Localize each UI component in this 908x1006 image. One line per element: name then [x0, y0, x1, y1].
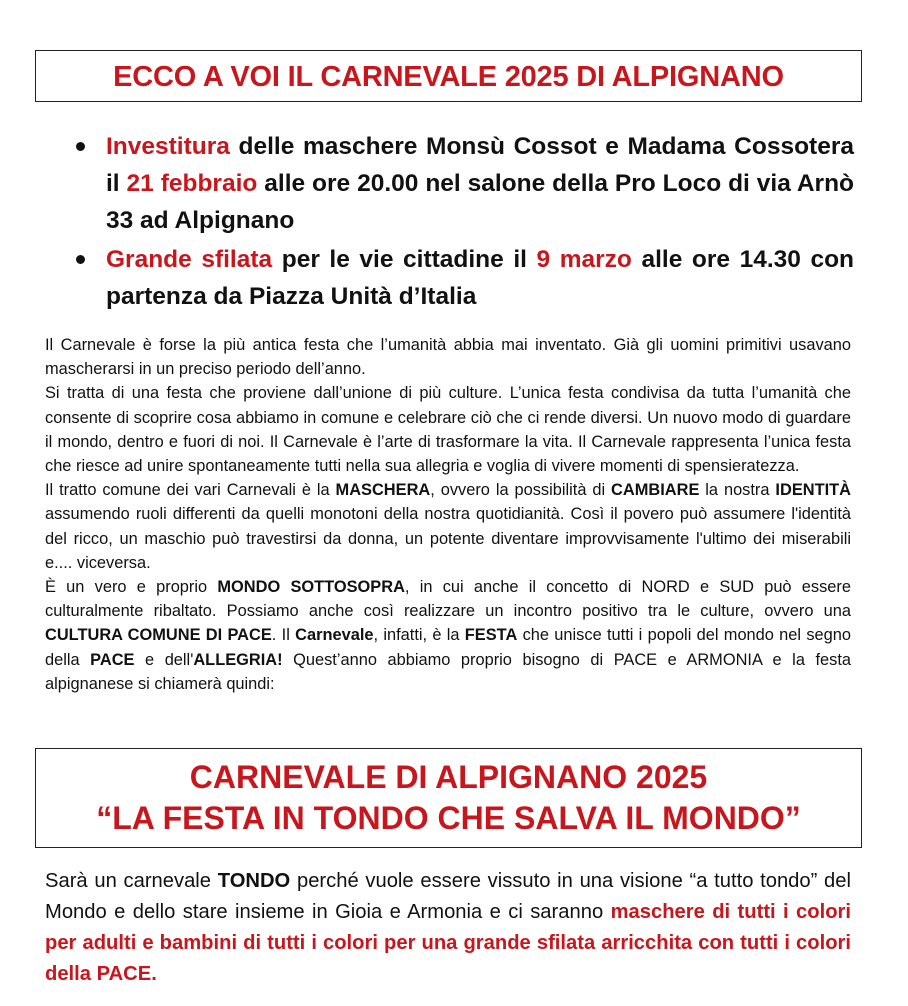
text-run: e dell' [134, 650, 194, 669]
bold-run: IDENTITÀ [775, 481, 851, 500]
text-run: Il tratto comune dei vari Carnevali è la [45, 481, 336, 500]
closing-paragraph [45, 866, 851, 990]
event-text: per le vie cittadine il [272, 246, 537, 273]
paragraph: Si tratta di una festa che proviene dall’unione di più culture. L’unica festa condivisa da tutta l’umanità che consente di scoprire cosa abbiamo in comune e celebrare ciò che ci rende diversi. Un nuovo modo di guardare il mondo, dentro e fuori di noi. Il Carnevale è l’arte di trasformare la vita. Il Carnevale rappresenta l’unica festa che riesce ad unire spontaneamente tutti nella sua allegria e voglia di vivere momenti di spensieratezza. [45, 384, 851, 476]
text-run: che unisce tutti i popoli del mondo nel segno della [45, 626, 851, 669]
text-run: Sarà un carnevale [45, 870, 218, 892]
body-text [45, 333, 851, 696]
bold-run: PACE [90, 650, 135, 669]
bullet-icon [76, 255, 85, 264]
highlight-run: maschere di tutti i colori per adulti e bambini di tutti i colori per una grande sfilata arricchita con tutti i colori della PACE. [45, 901, 851, 985]
bold-run: TONDO [217, 870, 291, 892]
paragraph: Il Carnevale è forse la più antica festa che l’umanità abbia mai inventato. Già gli uomini primitivi usavano mascherarsi in un preciso periodo dell’anno. [45, 336, 851, 379]
paragraph [45, 575, 851, 696]
text-run: , infatti, è la [373, 626, 465, 645]
event-list [64, 128, 854, 317]
text-run: , ovvero la possibilità di [430, 481, 612, 500]
title-box [35, 50, 862, 102]
bold-run: Carnevale [295, 626, 374, 645]
event-highlight: Investitura [106, 133, 230, 160]
festival-motto: “LA FESTA IN TONDO CHE SALVA IL MONDO” [96, 800, 801, 836]
event-date: 9 marzo [536, 246, 632, 273]
paragraph [45, 478, 851, 575]
text-run: Quest’anno abbiamo proprio bisogno di PACE e ARMONIA e la festa alpignanese si chiamerà quindi: [45, 650, 851, 693]
event-text: alle ore 14.30 con partenza da Piazza Unità d’Italia [106, 246, 855, 310]
festival-name-box [35, 748, 862, 848]
bold-run: FESTA [464, 626, 518, 645]
bold-run: CAMBIARE [611, 481, 700, 500]
text-run: , in cui anche il concetto di NORD e SUD può essere culturalmente ribaltato. Possiamo anche così realizzare un incontro positivo tra le culture, ovvero una [45, 578, 851, 621]
event-text: delle maschere Monsù Cossot e Madama Cossotera il [106, 133, 854, 197]
bullet-icon [76, 142, 85, 151]
page-title: ECCO A VOI IL CARNEVALE 2025 DI ALPIGNANO [113, 61, 784, 93]
bold-run: ALLEGRIA! [193, 650, 283, 669]
list-item [64, 241, 854, 315]
text-run: . Il [271, 626, 296, 645]
event-text: alle ore 20.00 nel salone della Pro Loco di via Arnò 33 ad Alpignano [106, 170, 855, 234]
text-run: la nostra [699, 481, 776, 500]
event-highlight: Grande sfilata [106, 246, 273, 273]
festival-title: CARNEVALE DI ALPIGNANO 2025 [189, 759, 708, 795]
text-run: perché vuole essere vissuto in una visione “a tutto tondo” del Mondo e dello stare insieme in Gioia e Armonia e ci saranno [45, 870, 851, 923]
list-item [64, 128, 854, 239]
text-run: È un vero e proprio [45, 578, 218, 597]
bold-run: MONDO SOTTOSOPRA [217, 578, 405, 597]
text-run: assumendo ruoli differenti da quelli monotoni della nostra quotidianità. Così il povero può assumere l'identità del ricco, un maschio può travestirsi da donna, un potente diventare improvvisamente l'ultimo dei miserabili e.... viceversa. [45, 505, 851, 572]
event-date: 21 febbraio [126, 170, 258, 197]
bold-run: MASCHERA [335, 481, 431, 500]
bold-run: CULTURA COMUNE DI PACE [45, 626, 272, 645]
